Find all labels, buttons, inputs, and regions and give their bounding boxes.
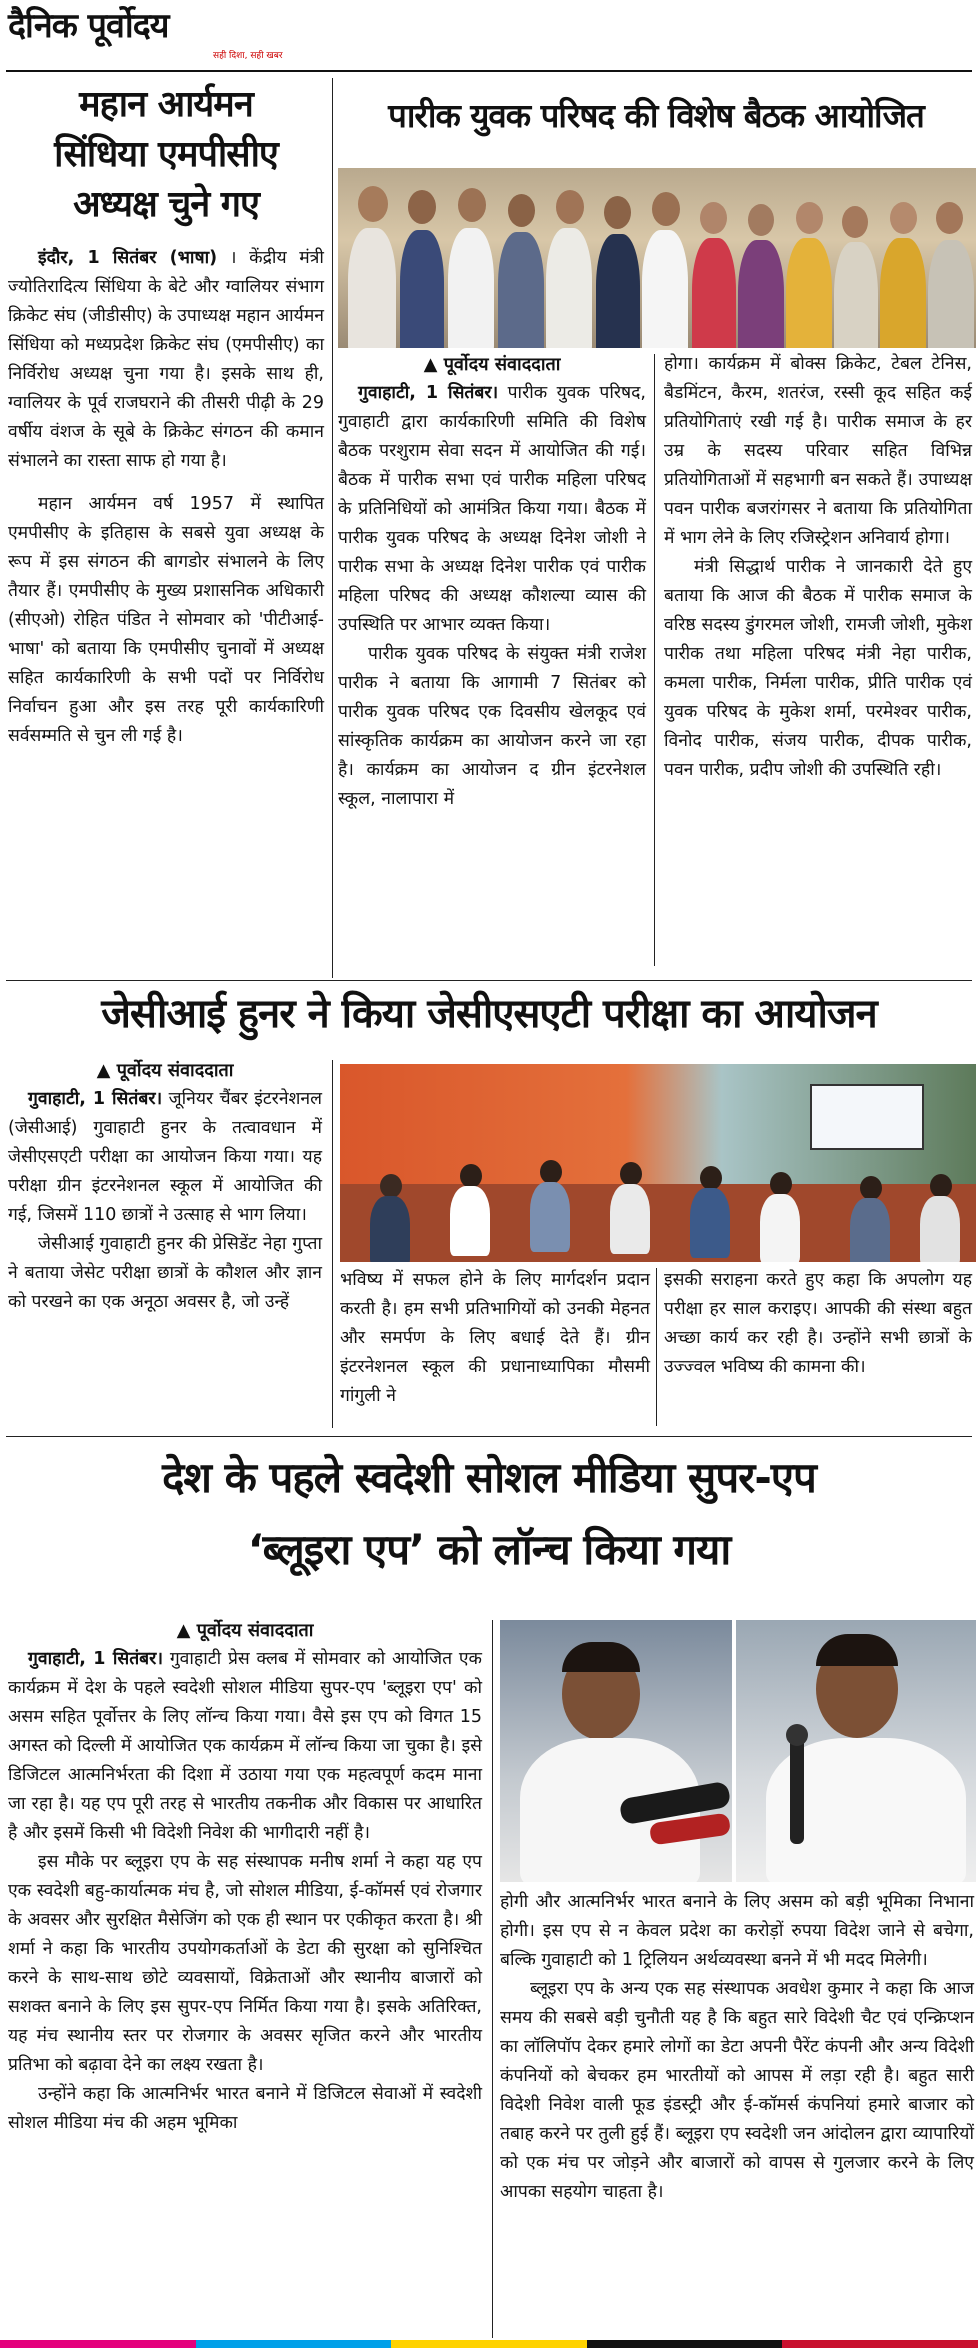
paragraph: पारीक युवक परिषद के संयुक्त मंत्री राजेश पारीक ने बताया कि आगामी 7 सितंबर को पारीक युवक परिषद एक दिवसीय खेलकूद एवं सांस्कृतिक कार्यक्रम का आयोजन करने जा रहा है। कार्यक्रम का आयोजन द ग्रीन इंटरनेशल स्कूल, नालापारा में (338, 644, 646, 809)
paragraph: भविष्य में सफल होने के लिए मार्गदर्शन प्रदान करती है। हम सभी प्रतिभागियों को उनकी मेहनत और समर्पण के लिए बधाई देते हैं। ग्रीन इंटरनेशनल स्कूल की प्रधानाध्यापिका मौसमी गांगुली ने (340, 1270, 650, 1406)
masthead (8, 4, 308, 68)
article1-headline (8, 80, 324, 230)
group-photo (338, 168, 976, 348)
column-divider (656, 1268, 657, 1426)
byline (8, 1616, 482, 1645)
article3-col2 (340, 1266, 650, 1411)
column-divider (492, 1620, 493, 2338)
article-aryaman (8, 80, 324, 990)
article3-headline: जेसीआई हुनर ने किया जेसीएसएटी परीक्षा का आयोजन (101, 991, 877, 1037)
paragraph: महान आर्यमन वर्ष 1957 में स्थापित एमपीसीए के इतिहास के सबसे युवा अध्यक्ष के रूप में इस संगठन की बागडोर संभालने के लिए तैयार हैं। एमपीसीए के मुख्य प्रशासनिक अधिकारी (सीएओ) रोहित पंडित ने सोमवार को 'पीटीआई-भाषा' को बताया कि एमपीसीए चुनावों में अध्यक्ष सहित कार्यकारिणी के सभी पदों पर निर्विरोध निर्वाचन हुआ और इस तरह पूरी कार्यकारिणी सर्वसम्मति से चुन ली गई है। (8, 494, 324, 746)
newspaper-title: दैनिक पूर्वोदय (8, 6, 169, 46)
headline-line: देश के पहले स्वदेशी सोशल मीडिया सुपर-एप (162, 1453, 816, 1502)
byline-text: पूर्वोदय संवाददाता (196, 1620, 314, 1641)
column-divider (332, 1060, 333, 1428)
paragraph: जेसीआई गुवाहाटी हुनर की प्रेसिडेंट नेहा गुप्ता ने बताया जेसेट परीक्षा छात्रों के कौशल और ज्ञान को परखने का एक अनूठा अवसर है, जो उन्हें (8, 1234, 322, 1312)
paragraph: । केंद्रीय मंत्री ज्योतिरादित्य सिंधिया के बेटे और ग्वालियर संभाग क्रिकेट संघ (जीडीसीए) के उपाध्यक्ष महान आर्यमन सिंधिया को मध्यप्रदेश क्रिकेट संघ (एमपीसीए) का निर्विरोध अध्यक्ष चुना गया है। इसके साथ ही, ग्वालियर के पूर्व राजघराने की तीसरी पीढ़ी के 29 वर्षीय वंशज के सूबे के क्रिकेट संगठन की कमान संभालने का रास्ता साफ हो गया है। (8, 248, 324, 471)
byline (8, 1056, 322, 1085)
byline (338, 350, 646, 379)
headline-line: सिंधिया एमपीसीए (54, 134, 278, 175)
paragraph: होगा। कार्यक्रम में बोक्स क्रिकेट, टेबल टेनिस, बैडमिंटन, कैरम, शतरंज, रस्सी कूद सहित कई प्रतियोगिताएं रखी गई है। पारीक समाज के हर उम्र के सदस्य परिवार सहित विभिन्न प्रतियोगिताओं में सहभागी बन सकते हैं। उपाध्यक्ष पवन पारीक बजरांगसर ने बताया कि प्रतियोगिता में भाग लेने के लिए रजिस्ट्रेशन अनिवार्य होगा। (664, 354, 972, 548)
column-divider (332, 78, 333, 978)
masthead-rule (6, 70, 972, 72)
paragraph: जूनियर चैंबर इंटरनेशनल (जेसीआई) गुवाहाटी हुनर के तत्वावधान में जेसीएसएटी परीक्षा का आयोजन किया गया। यह परीक्षा ग्रीन इंटरनेशनल स्कूल में आयोजित की गई, जिसमें 110 छात्रों ने उत्साह से भाग लिया। (8, 1089, 323, 1225)
triangle-icon: ▲ (423, 354, 444, 375)
newspaper-tagline: सही दिशा, सही खबर (213, 51, 283, 61)
byline-text: पूर्वोदय संवाददाता (443, 354, 561, 375)
paragraph: इस मौके पर ब्लूइरा एप के सह संस्थापक मनीष शर्मा ने कहा यह एप एक स्वदेशी बहु-कार्यात्मक मंच है, जो सोशल मीडिया, ई-कॉमर्स एवं रोजगार के अवसर और सुरक्षित मैसेजिंग को एक ही स्थान पर एकीकृत करता है। श्री शर्मा ने कहा कि भारतीय उपयोगकर्ताओं के डेटा की सुरक्षा को सुनिश्चित करने के साथ-साथ छोटे व्यवसायों, विक्रेताओं और स्थानीय बाजारों को सशक्त बनाने के लिए इस सुपर-एप निर्मित किया गया है। इसके अतिरिक्त, यह मंच स्थानीय स्तर पर रोजगार के अवसर सृजित करने और भारतीय प्रतिभा को बढ़ावा देने का लक्ष्य रखता है। (8, 1852, 482, 2075)
triangle-icon: ▲ (176, 1620, 197, 1641)
color-swatch (782, 2340, 978, 2348)
color-swatch (391, 2340, 587, 2348)
article4-headline (6, 1442, 972, 1586)
dateline: गुवाहाटी, 1 सितंबर। (28, 1649, 163, 1669)
color-swatch (587, 2340, 783, 2348)
paragraph: मंत्री सिद्धार्थ पारीक ने जानकारी देते हुए बताया कि आज की बैठक में पारीक समाज के वरिष्ठ सदस्य डुंगरमल जोशी, रामजी जोशी, मुकेश पारीक तथा महिला परिषद मंत्री नेहा पारीक, कमला पारीक, निर्मला पारीक, प्रीति पारीक एवं युवक परिषद के मुकेश शर्मा, परमेश्वर पारीक, विनोद पारीक, संजय पारीक, दीपक पारीक, पवन पारीक, प्रदीप जोशी की उपस्थिति रही। (664, 557, 972, 780)
article2-col1 (338, 350, 646, 814)
paragraph: पारीक युवक परिषद, गुवाहाटी द्वारा कार्यकारिणी समिति की विशेष बैठक परशुराम सेवा सदन में आयोजित की गई। बैठक में पारीक सभा एवं पारीक महिला परिषद के प्रतिनिधियों को आमंत्रित किया गया। बैठक में पारीक युवक परिषद के अध्यक्ष दिनेश जोशी ने पारीक सभा के अध्यक्ष दिनेश पारीक एवं पारीक महिला परिषद की अध्यक्ष कौशल्या व्यास की उपस्थिति पर आभार व्यक्त किया। (338, 383, 646, 635)
paragraph: ब्लूइरा एप के अन्य एक सह संस्थापक अवधेश कुमार ने कहा कि आज समय की सबसे बड़ी चुनौती यह है कि बहुत सारे विदेशी चैट एवं एन्क्रिप्शन का लॉलिपॉप देकर हमारे लोगों का डेटा अपनी पैरेंट कंपनी और अन्य विदेशी कंपनियों को बेचकर हम भारतीयों को आपस में लड़ा रही है। बहुत सारी विदेशी निवेश वाली फूड इंडस्ट्री और ई-कॉमर्स कंपनियां हमारे बाजार को तबाह करने पर तुली हुई हैं। ब्लूइरा एप स्वदेशी जन आंदोलन द्वारा व्यापारियों को एक मंच पर जोड़ने और बाजारों को वापस से गुलजार करने के लिए आपका सहयोग चाहता है। (500, 1979, 974, 2202)
headline-line: अध्यक्ष चुने गए (73, 184, 259, 225)
headline-line: महान आर्यमन (79, 84, 253, 125)
paragraph: इसकी सराहना करते हुए कहा कि अपलोग यह परीक्षा हर साल कराइए। आपकी की संस्था बहुत अच्छा कार्य कर रही है। उन्होंने सभी छात्रों के उज्ज्वल भविष्य की कामना की। (664, 1270, 973, 1377)
press-conference-photo-right (736, 1620, 976, 1882)
paragraph: होगी और आत्मनिर्भर भारत बनाने के लिए असम को बड़ी भूमिका निभाना होगी। इस एप से न केवल प्रदेश का करोड़ों रुपया विदेश जाने से बचेगा, बल्कि गुवाहाटी को 1 ट्रिलियन अर्थव्यवस्था बनने में भी मदद मिलेगी। (500, 1892, 974, 1970)
paragraph: उन्होंने कहा कि आत्मनिर्भर भारत बनाने में डिजिटल सेवाओं में स्वदेशी सोशल मीडिया मंच की अहम भूमिका (8, 2084, 482, 2133)
triangle-icon: ▲ (96, 1060, 117, 1081)
exam-hall-photo (340, 1064, 976, 1262)
article1-body (8, 244, 324, 751)
article3-col1 (8, 1056, 322, 1317)
column-divider (654, 354, 655, 966)
article4-col1 (8, 1616, 482, 2138)
paragraph: गुवाहाटी प्रेस क्लब में सोमवार को आयोजित एक कार्यक्रम में देश के पहले स्वदेशी सोशल मीडिया सुपर-एप 'ब्लूइरा एप' को असम सहित पूर्वोत्तर के लिए लॉन्च किया गया। वैसे इस एप को विगत 15 अगस्त को दिल्ली में आयोजित एक कार्यक्रम में लॉन्च किया जा चुका है। इसे डिजिटल आत्मनिर्भरता की दिशा में उठाया गया एक महत्वपूर्ण कदम माना जा रहा है। यह एप पूरी तरह से भारतीय तकनीक और विकास पर आधारित है और इसमें किसी भी विदेशी निवेश की भागीदारी नहीं है। (8, 1649, 482, 1843)
article3-col3 (664, 1266, 972, 1382)
article2-headline: पारीक युवक परिषद की विशेष बैठक आयोजित (388, 96, 924, 135)
print-color-bar (0, 2340, 978, 2348)
article4-col2 (500, 1888, 974, 2207)
color-swatch (196, 2340, 392, 2348)
section-rule (6, 980, 972, 981)
headline-line: ‘ब्लूइरा एप’ को लॉन्च किया गया (247, 1525, 731, 1574)
section-rule (6, 1436, 972, 1437)
article2-col2 (664, 350, 972, 785)
press-conference-photo-left (500, 1620, 732, 1882)
dateline: गुवाहाटी, 1 सितंबर। (358, 383, 499, 403)
dateline: गुवाहाटी, 1 सितंबर। (28, 1089, 163, 1109)
byline-text: पूर्वोदय संवाददाता (116, 1060, 234, 1081)
color-swatch (0, 2340, 196, 2348)
dateline: इंदौर, 1 सितंबर (भाषा) (38, 248, 218, 268)
